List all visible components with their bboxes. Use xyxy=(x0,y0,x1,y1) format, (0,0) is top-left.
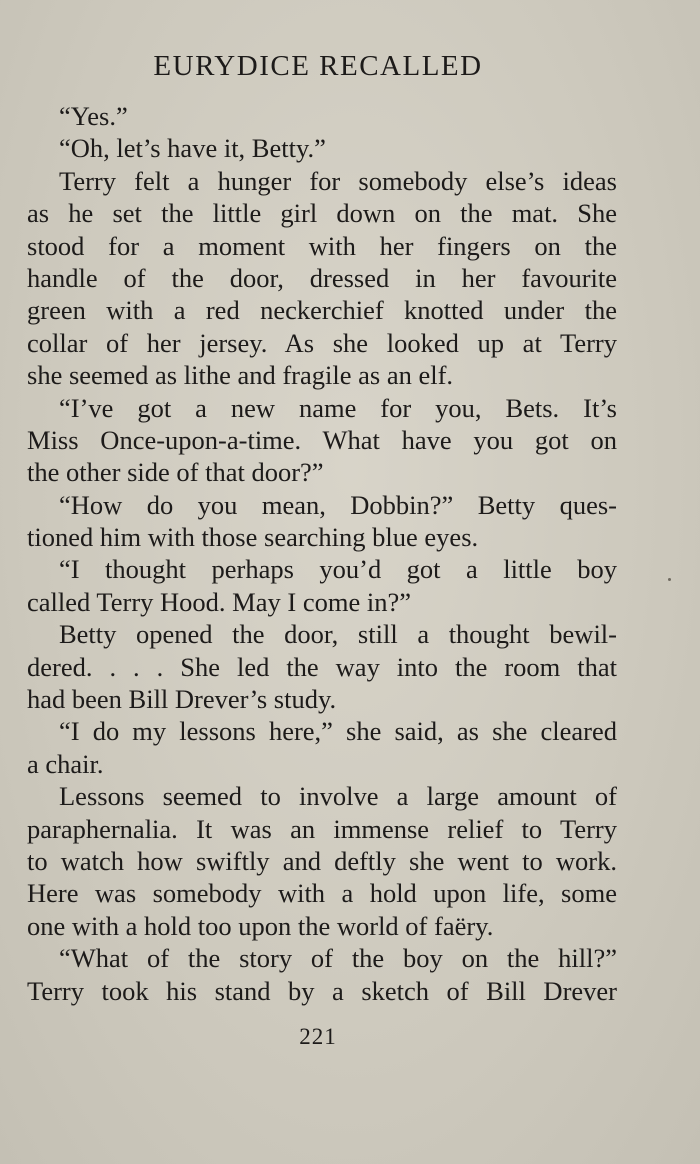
text-line: tioned him with those searching blue eyes. xyxy=(27,522,479,553)
text-line: collar of her jersey. As she looked up at Terry xyxy=(27,327,617,358)
text-line: “How do you mean, Dobbin?” Betty ques- xyxy=(59,489,617,520)
text-line: she seemed as lithe and fragile as an elf. xyxy=(27,360,454,391)
text-line: a chair. xyxy=(27,748,104,779)
text-line: “What of the story of the boy on the hill?” xyxy=(59,943,617,974)
text-line: Terry felt a hunger for somebody else’s ideas xyxy=(59,165,617,196)
text-line: paraphernalia. It was an immense relief to Terry xyxy=(27,813,617,844)
text-line: dered. . . . She led the way into the room that xyxy=(27,651,617,682)
text-line: “I do my lessons here,” she said, as she cleared xyxy=(59,716,617,747)
text-line: Here was somebody with a hold upon life, some xyxy=(27,878,617,909)
page-number: 221 xyxy=(299,1024,337,1049)
body-text xyxy=(27,100,617,1007)
text-line: the other side of that door?” xyxy=(27,457,324,488)
text-line: as he set the little girl down on the mat. She xyxy=(27,198,617,229)
text-line: green with a red neckerchief knotted under the xyxy=(27,295,617,326)
text-line: Lessons seemed to involve a large amount of xyxy=(59,781,617,812)
paper-speck xyxy=(668,578,671,581)
text-line: to watch how swiftly and deftly she went to work. xyxy=(27,845,617,876)
text-line: Betty opened the door, still a thought bewil- xyxy=(59,619,617,650)
text-line: “Yes.” xyxy=(59,101,128,131)
text-line: stood for a moment with her fingers on the xyxy=(27,230,617,261)
text-line: “Oh, let’s have it, Betty.” xyxy=(59,133,326,164)
text-line: handle of the door, dressed in her favourite xyxy=(27,262,617,293)
text-line: one with a hold too upon the world of faëry. xyxy=(27,910,494,941)
text-line: Miss Once-upon-a-time. What have you got on xyxy=(27,424,617,455)
text-line: had been Bill Drever’s study. xyxy=(27,684,337,715)
text-line: Terry took his stand by a sketch of Bill Drever xyxy=(27,975,617,1006)
text-line: “I’ve got a new name for you, Bets. It’s xyxy=(59,392,617,423)
text-line: “I thought perhaps you’d got a little boy xyxy=(59,554,617,585)
running-head: EURYDICE RECALLED xyxy=(153,50,483,82)
text-line: called Terry Hood. May I come in?” xyxy=(27,586,411,617)
